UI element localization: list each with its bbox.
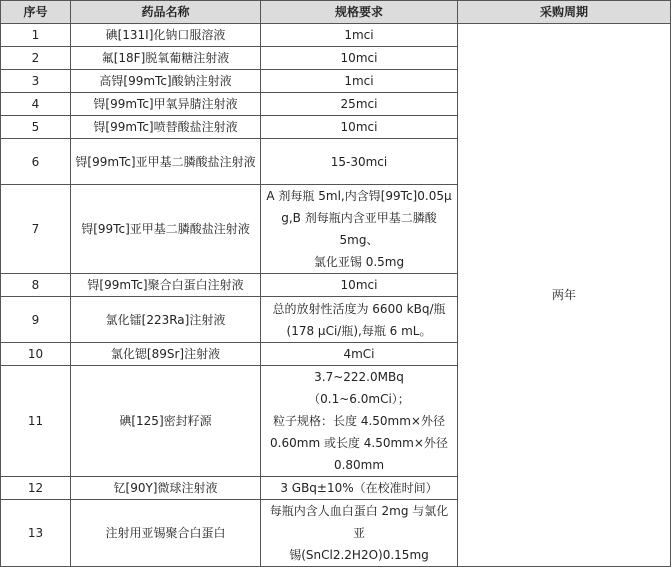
drug-name: 氟[18F]脱氧葡糖注射液: [71, 47, 261, 70]
row-number: 6: [1, 139, 71, 185]
spec-requirement: [261, 47, 458, 70]
spec-line: 15-30mci: [330, 154, 388, 169]
row-number: 13: [1, 500, 71, 567]
header-cycle: 采购周期: [458, 1, 671, 24]
drug-name: 锝[99Tc]亚甲基二膦酸盐注射液: [71, 185, 261, 274]
spec-line: 总的放射性活度为 6600 kBq/瓶: [272, 301, 446, 316]
row-number: 11: [1, 366, 71, 477]
spec-line: 每瓶内含人血白蛋白 2mg 与氯化亚: [269, 504, 449, 540]
spec-requirement: [261, 477, 458, 500]
spec-line: 3 GBq±10%（在校准时间）: [280, 481, 438, 495]
drug-name: 注射用亚锡聚合白蛋白: [71, 500, 261, 567]
drug-name: 碘[131I]化钠口服溶液: [71, 24, 261, 47]
table-row: [1, 24, 671, 47]
row-number: 1: [1, 24, 71, 47]
row-number: 9: [1, 297, 71, 343]
spec-line: 10mci: [340, 51, 378, 65]
spec-line: 0.80mm: [333, 458, 385, 472]
spec-line: A 剂每瓶 5ml,内含锝[99Tc]0.05μ: [266, 189, 452, 203]
row-number: 12: [1, 477, 71, 500]
spec-line: 粒子规格：长度 4.50mm×外径: [273, 414, 445, 428]
header-spec: 规格要求: [261, 1, 458, 24]
spec-line: 氯化亚锡 0.5mg: [313, 255, 405, 269]
drug-name: 碘[125]密封籽源: [71, 366, 261, 477]
row-number: 8: [1, 274, 71, 297]
spec-line: 25mci: [340, 97, 378, 111]
spec-line: 1mci: [344, 28, 374, 42]
header-no: 序号: [1, 1, 71, 24]
table-body: [1, 24, 671, 567]
row-number: 10: [1, 343, 71, 366]
spec-requirement: [261, 500, 458, 567]
spec-line: (178 μCi/瓶),每瓶 6 mL。: [286, 323, 432, 338]
spec-line: g,B 剂每瓶内含亚甲基二膦酸 5mg、: [281, 211, 437, 247]
row-number: 7: [1, 185, 71, 274]
drug-name: 锝[99mTc]喷替酸盐注射液: [71, 116, 261, 139]
drug-name: 氯化镭[223Ra]注射液: [71, 297, 261, 343]
spec-line: 锡(SnCl2.2H2O)0.15mg: [289, 548, 429, 562]
spec-requirement: [261, 274, 458, 297]
drug-name: 锝[99mTc]甲氧异腈注射液: [71, 93, 261, 116]
spec-line: 10mci: [340, 120, 378, 134]
drug-name: 高锝[99mTc]酸钠注射液: [71, 70, 261, 93]
spec-requirement: [261, 185, 458, 274]
spec-line: 1mci: [344, 74, 374, 88]
row-number: 2: [1, 47, 71, 70]
drug-name: 锝[99mTc]亚甲基二膦酸盐注射液: [71, 139, 261, 185]
row-number: 3: [1, 70, 71, 93]
spec-requirement: [261, 24, 458, 47]
header-name: 药品名称: [71, 1, 261, 24]
row-number: 4: [1, 93, 71, 116]
spec-requirement: [261, 297, 458, 343]
spec-line: 3.7~222.0MBq（0.1~6.0mCi）；: [308, 370, 410, 406]
spec-requirement: [261, 116, 458, 139]
drug-name: 锝[99mTc]聚合白蛋白注射液: [71, 274, 261, 297]
drug-name: 钇[90Y]微球注射液: [71, 477, 261, 500]
drug-name: 氯化锶[89Sr]注射液: [71, 343, 261, 366]
spec-requirement: [261, 93, 458, 116]
spec-line: 10mci: [340, 278, 378, 292]
spec-requirement: [261, 343, 458, 366]
spec-requirement: [261, 70, 458, 93]
procurement-cycle: 两年: [458, 24, 671, 567]
table-header-row: [1, 1, 671, 24]
spec-line: 4mCi: [343, 347, 375, 361]
row-number: 5: [1, 116, 71, 139]
spec-requirement: [261, 139, 458, 185]
spec-line: 0.60mm 或长度 4.50mm×外径: [270, 436, 448, 450]
spec-requirement: [261, 366, 458, 477]
